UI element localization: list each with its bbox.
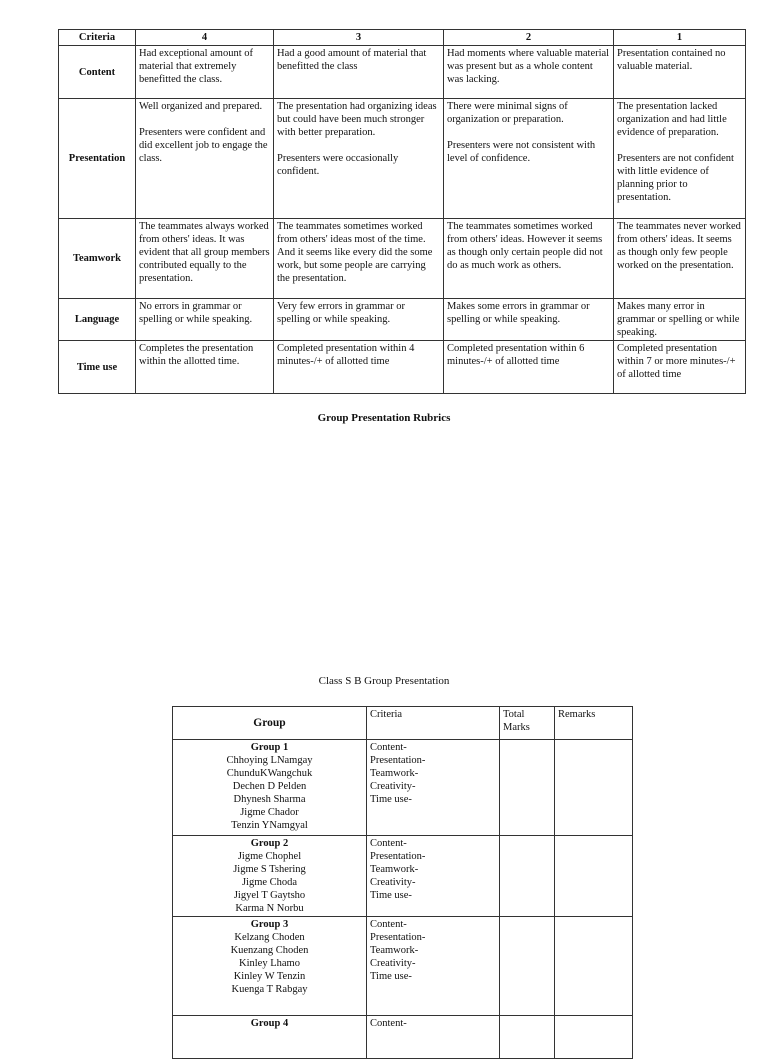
rubric-table bbox=[58, 29, 746, 394]
rubric-cell bbox=[614, 341, 746, 394]
rubric-criterion: Teamwork bbox=[59, 219, 136, 299]
criteria-item: Time use- bbox=[370, 794, 412, 805]
rubric-cell bbox=[274, 46, 444, 99]
rubric-cell-text: Presentation contained no valuable material. bbox=[617, 48, 726, 72]
rubric-header-score-4: 4 bbox=[136, 30, 274, 46]
rubric-cell-text: Very few errors in grammar or spelling or while speaking. bbox=[277, 301, 405, 325]
rubric-cell-text: Had moments where valuable material was present but as a whole content was lacking. bbox=[447, 48, 610, 85]
group-name: Group 4 bbox=[250, 1018, 289, 1029]
criteria-item: Time use- bbox=[370, 971, 412, 982]
remarks-cell bbox=[555, 1016, 633, 1059]
rubric-cell-text: Had a good amount of material that benefitted the class bbox=[277, 48, 427, 72]
total-marks-cell bbox=[500, 917, 555, 1016]
rubric-criterion: Content bbox=[59, 46, 136, 99]
group-criteria-cell bbox=[367, 740, 500, 836]
criteria-item: Content- bbox=[370, 838, 407, 849]
group-name: Group 3 bbox=[250, 919, 289, 930]
rubric-row bbox=[59, 299, 746, 341]
rubric-cell bbox=[136, 99, 274, 219]
member-name: Kinley Lhamo bbox=[239, 958, 300, 969]
group-members-cell bbox=[173, 836, 367, 917]
group-criteria-cell bbox=[367, 836, 500, 917]
remarks-cell bbox=[555, 917, 633, 1016]
rubric-criterion: Presentation bbox=[59, 99, 136, 219]
group-members-cell bbox=[173, 917, 367, 1016]
criteria-item: Content- bbox=[370, 919, 407, 930]
group-members-cell bbox=[173, 740, 367, 836]
rubric-caption: Group Presentation Rubrics bbox=[317, 412, 451, 424]
group-row bbox=[173, 1016, 633, 1059]
rubric-cell-text: The presentation lacked organization and had little evidence of preparation. bbox=[617, 101, 727, 138]
criteria-item: Teamwork- bbox=[370, 768, 419, 779]
group-name: Group 1 bbox=[250, 742, 289, 753]
rubric-cell bbox=[274, 99, 444, 219]
remarks-header: Remarks bbox=[555, 707, 633, 740]
rubric-row bbox=[59, 341, 746, 394]
criteria-item: Content- bbox=[370, 1018, 407, 1029]
rubric-cell bbox=[274, 219, 444, 299]
rubric-cell-text: Completed presentation within 6 minutes-/+ of allotted time bbox=[447, 343, 585, 367]
rubric-cell bbox=[444, 341, 614, 394]
group-criteria-cell bbox=[367, 917, 500, 1016]
member-name: Kinley W Tenzin bbox=[233, 971, 306, 982]
rubric-cell bbox=[274, 341, 444, 394]
rubric-cell-text: The presentation had organizing ideas but could have been much stronger with better preparation. bbox=[277, 101, 437, 138]
criteria-item: Presentation- bbox=[370, 932, 426, 943]
group-row bbox=[173, 836, 633, 917]
rubric-row bbox=[59, 99, 746, 219]
criteria-header: Criteria bbox=[367, 707, 500, 740]
member-name: Kuenzang Choden bbox=[230, 945, 309, 956]
rubric-cell bbox=[274, 299, 444, 341]
rubric-cell-text: Makes some errors in grammar or spelling or while speaking. bbox=[447, 301, 590, 325]
group-table-header-row bbox=[173, 707, 633, 740]
member-name: Jigme S Tshering bbox=[233, 864, 306, 875]
rubric-cell-text: Completes the presentation within the allotted time. bbox=[139, 343, 254, 367]
rubric-header-row bbox=[59, 30, 746, 46]
criteria-item: Creativity- bbox=[370, 781, 416, 792]
rubric-header-score-1: 1 bbox=[614, 30, 746, 46]
member-name: Jigme Chophel bbox=[237, 851, 302, 862]
member-name: ChunduKWangchuk bbox=[226, 768, 313, 779]
criteria-item: Presentation- bbox=[370, 755, 426, 766]
criteria-item: Content- bbox=[370, 742, 407, 753]
rubric-cell bbox=[136, 299, 274, 341]
rubric-row bbox=[59, 219, 746, 299]
rubric-cell-text: Well organized and prepared. bbox=[139, 101, 263, 112]
rubric-header-criteria: Criteria bbox=[59, 30, 136, 46]
rubric-cell bbox=[614, 46, 746, 99]
rubric-header-score-3: 3 bbox=[274, 30, 444, 46]
remarks-cell bbox=[555, 740, 633, 836]
rubric-cell-text: There were minimal signs of organization or preparation. bbox=[447, 101, 568, 125]
rubric-criterion: Time use bbox=[59, 341, 136, 394]
total-marks-cell bbox=[500, 836, 555, 917]
member-name: Dhynesh Sharma bbox=[233, 794, 306, 805]
criteria-item: Teamwork- bbox=[370, 945, 419, 956]
rubric-cell-text: The teammates sometimes worked from others' ideas. However it seems as though only certain people did not do as much work as others. bbox=[447, 221, 603, 271]
member-name: Karma N Norbu bbox=[235, 903, 304, 914]
rubric-header-score-2: 2 bbox=[444, 30, 614, 46]
rubric-cell bbox=[136, 341, 274, 394]
total-marks-header: Total Marks bbox=[500, 707, 555, 740]
group-row bbox=[173, 917, 633, 1016]
class-caption: Class S B Group Presentation bbox=[318, 675, 450, 687]
rubric-cell-text: Makes many error in grammar or spelling or while speaking. bbox=[617, 301, 740, 338]
rubric-row bbox=[59, 46, 746, 99]
total-marks-cell bbox=[500, 1016, 555, 1059]
group-marks-table bbox=[172, 706, 633, 1059]
rubric-cell bbox=[444, 299, 614, 341]
rubric-cell bbox=[136, 219, 274, 299]
member-name: Chhoying LNamgay bbox=[226, 755, 313, 766]
rubric-cell-text: Presenters are not confident with little evidence of planning prior to presentation. bbox=[617, 153, 734, 203]
rubric-cell-text: Completed presentation within 4 minutes-/+ of allotted time bbox=[277, 343, 415, 367]
group-row bbox=[173, 740, 633, 836]
member-name: Jigme Choda bbox=[241, 877, 298, 888]
rubric-cell-text: Had exceptional amount of material that extremely benefitted the class. bbox=[139, 48, 254, 85]
rubric-cell-text: No errors in grammar or spelling or while speaking. bbox=[139, 301, 253, 325]
group-header: Group bbox=[173, 707, 367, 740]
group-name: Group 2 bbox=[250, 838, 289, 849]
rubric-cell-text: Presenters were confident and did excellent job to engage the class. bbox=[139, 127, 268, 164]
rubric-cell bbox=[136, 46, 274, 99]
rubric-cell-text: Presenters were not consistent with level of confidence. bbox=[447, 140, 596, 164]
member-name: Dechen D Pelden bbox=[232, 781, 307, 792]
criteria-item: Creativity- bbox=[370, 877, 416, 888]
group-criteria-cell bbox=[367, 1016, 500, 1059]
rubric-cell-text: Presenters were occasionally confident. bbox=[277, 153, 399, 177]
group-members-cell bbox=[173, 1016, 367, 1059]
total-marks-cell bbox=[500, 740, 555, 836]
rubric-criterion: Language bbox=[59, 299, 136, 341]
criteria-item: Creativity- bbox=[370, 958, 416, 969]
member-name: Tenzin YNamgyal bbox=[231, 820, 308, 831]
rubric-cell bbox=[444, 219, 614, 299]
rubric-cell bbox=[614, 219, 746, 299]
rubric-cell bbox=[444, 46, 614, 99]
member-name: Kuenga T Rabgay bbox=[231, 984, 308, 995]
criteria-item: Time use- bbox=[370, 890, 412, 901]
member-name: Jigme Chador bbox=[240, 807, 299, 818]
rubric-cell bbox=[614, 99, 746, 219]
rubric-cell bbox=[444, 99, 614, 219]
criteria-item: Teamwork- bbox=[370, 864, 419, 875]
member-name: Kelzang Choden bbox=[234, 932, 305, 943]
rubric-cell-text: Completed presentation within 7 or more minutes-/+ of allotted time bbox=[617, 343, 736, 380]
remarks-cell bbox=[555, 836, 633, 917]
member-name: Jigyel T Gaytsho bbox=[233, 890, 306, 901]
rubric-cell-text: The teammates never worked from others' ideas. It seems as though only few people worked on the presentation. bbox=[617, 221, 741, 271]
rubric-cell-text: The teammates sometimes worked from others' ideas most of the time. And it seems like every did the some work, but some people are carrying the presentation. bbox=[277, 221, 433, 284]
rubric-cell-text: The teammates always worked from others' ideas. It was evident that all group members contributed equally to the presentation. bbox=[139, 221, 270, 284]
rubric-cell bbox=[614, 299, 746, 341]
criteria-item: Presentation- bbox=[370, 851, 426, 862]
